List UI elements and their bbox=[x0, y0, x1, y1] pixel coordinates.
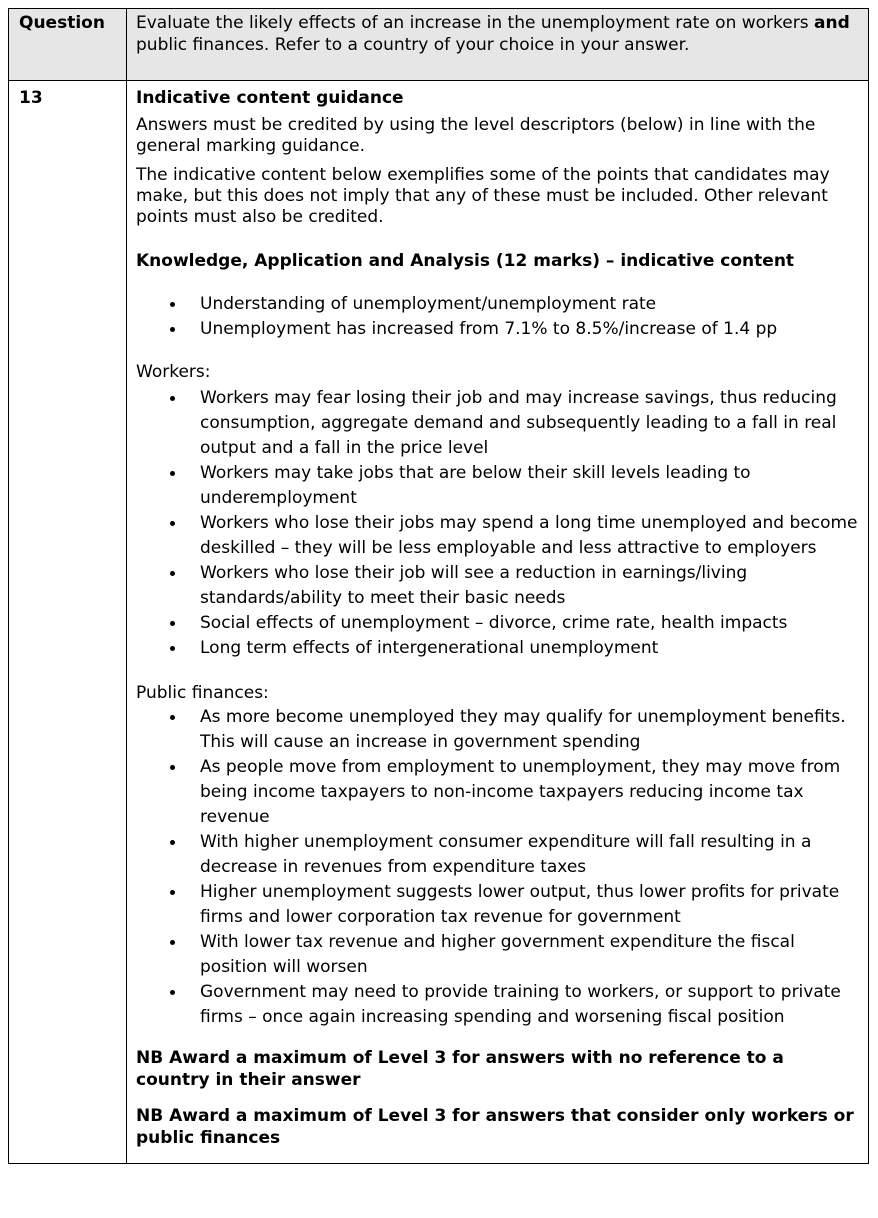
guidance-para: The indicative content below exemplifies some of the points that candidates may make, but this does not imply that any of these must be included. Other relevant points must also be credited. bbox=[136, 165, 830, 227]
workers-label: Workers: bbox=[136, 362, 211, 382]
workers-bullets bbox=[136, 386, 860, 661]
question-number: 13 bbox=[9, 81, 127, 1164]
nb-note: NB Award a maximum of Level 3 for answers with no reference to a country in their answer bbox=[136, 1048, 784, 1090]
intro-bullets bbox=[136, 292, 860, 342]
section-heading: Knowledge, Application and Analysis (12 marks) – indicative content bbox=[136, 251, 795, 271]
question-text bbox=[127, 9, 869, 81]
mark-scheme-table bbox=[8, 8, 869, 1164]
list-item: Unemployment has increased from 7.1% to 8.5%/increase of 1.4 pp bbox=[136, 317, 860, 342]
list-item: With higher unemployment consumer expenditure will fall resulting in a decrease in revenues from expenditure taxes bbox=[136, 830, 860, 880]
nb-note: NB Award a maximum of Level 3 for answers that consider only workers or public finances bbox=[136, 1106, 854, 1148]
list-item: Higher unemployment suggests lower output, thus lower profits for private firms and lower corporation tax revenue for government bbox=[136, 880, 860, 930]
list-item: Government may need to provide training to workers, or support to private firms – once again increasing spending and worsening fiscal position bbox=[136, 980, 860, 1030]
guidance-title: Indicative content guidance bbox=[136, 88, 404, 108]
list-item: Workers who lose their jobs may spend a long time unemployed and become deskilled – they will be less employable and less attractive to employers bbox=[136, 511, 860, 561]
list-item: Long term effects of intergenerational unemployment bbox=[136, 636, 860, 661]
public-finances-label: Public finances: bbox=[136, 683, 269, 703]
list-item: Social effects of unemployment – divorce, crime rate, health impacts bbox=[136, 611, 860, 636]
question-text-part: public finances. Refer to a country of your choice in your answer. bbox=[136, 35, 690, 55]
list-item: With lower tax revenue and higher government expenditure the fiscal position will worsen bbox=[136, 930, 860, 980]
question-label: Question bbox=[9, 9, 127, 81]
list-item: Workers who lose their job will see a reduction in earnings/living standards/ability to meet their basic needs bbox=[136, 561, 860, 611]
content-row bbox=[9, 81, 869, 1164]
header-row bbox=[9, 9, 869, 81]
question-text-bold: and bbox=[814, 13, 850, 33]
guidance-para: Answers must be credited by using the level descriptors (below) in line with the general marking guidance. bbox=[136, 115, 816, 156]
list-item: As people move from employment to unemployment, they may move from being income taxpayers to non-income taxpayers reducing income tax revenue bbox=[136, 755, 860, 830]
list-item: As more become unemployed they may qualify for unemployment benefits. This will cause an increase in government spending bbox=[136, 705, 860, 755]
list-item: Understanding of unemployment/unemployment rate bbox=[136, 292, 860, 317]
list-item: Workers may take jobs that are below their skill levels leading to underemployment bbox=[136, 461, 860, 511]
public-finances-bullets bbox=[136, 705, 860, 1030]
list-item: Workers may fear losing their job and may increase savings, thus reducing consumption, aggregate demand and subsequently leading to a fall in real output and a fall in the price level bbox=[136, 386, 860, 461]
guidance-cell bbox=[127, 81, 869, 1164]
question-text-part: Evaluate the likely effects of an increase in the unemployment rate on workers bbox=[136, 13, 815, 33]
